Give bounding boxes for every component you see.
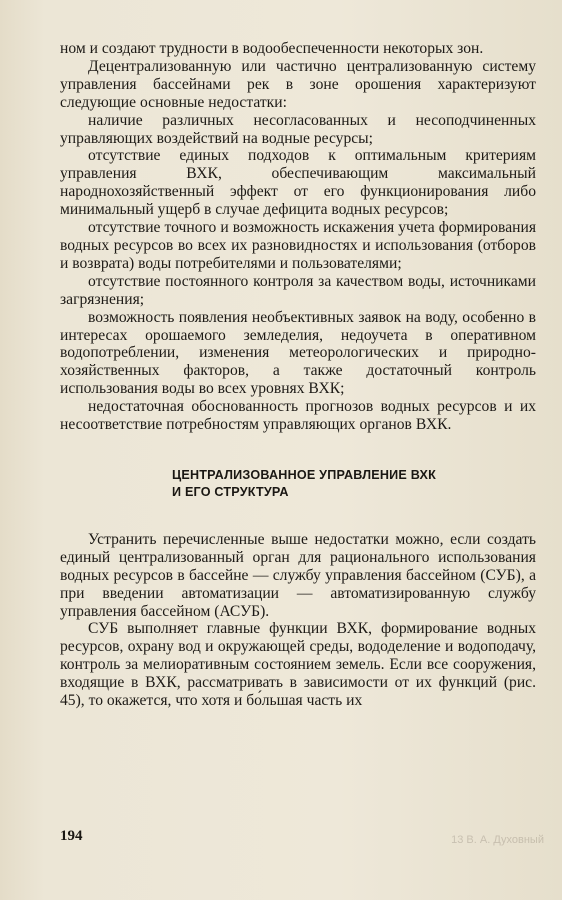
section-paragraph-2: СУБ выполняет главные функции ВХК, формирование водных ресурсов, охрану вод и окружающей среды, вододеление и водоподачу, контроль за мелиоративным состоянием земель. Если все сооружения, входящие в ВХК, рассматривать в зависимости от их функций (рис. 45), то окажется, что хотя и бо́льшая часть их xyxy=(60,620,536,710)
text-column xyxy=(60,40,536,710)
paragraph-intro: Децентрализованную или частично централизованную систему управления бассейнами рек в зоне орошения характеризуют следующие основные недостатки: xyxy=(60,57,536,111)
paragraph-continuation: ном и создают трудности в водообеспеченности некоторых зон. xyxy=(60,40,484,57)
bleed-through-text: 13 В. А. Духовный xyxy=(451,834,544,846)
section-heading-line-2: И ЕГО СТРУКТУРА xyxy=(172,484,289,499)
list-item-1: наличие различных несогласованных и несоподчиненных управляющих воздействий на водные ресурсы; xyxy=(60,111,536,147)
section-heading xyxy=(172,467,536,501)
section-heading-line-1: ЦЕНТРАЛИЗОВАННОЕ УПРАВЛЕНИЕ ВХК xyxy=(172,467,437,482)
page-number: 194 xyxy=(60,828,83,844)
list-item-6: недостаточная обоснованность прогнозов водных ресурсов и их несоответствие потребностям управляющих органов ВХК. xyxy=(60,398,536,434)
list-item-3: отсутствие точного и возможность искажения учета формирования водных ресурсов во всех их разновидностях и использования (отборов и возврата) воды потребителями и пользователями; xyxy=(60,219,536,272)
list-item-4: отсутствие постоянного контроля за качеством воды, источниками загрязнения; xyxy=(60,272,536,308)
list-item-5: возможность появления необъективных заявок на воду, особенно в интересах орошаемого земледелия, недоучета в оперативном водопотреблении, изменения метеорологических и природно-хозяйственных факторов, а также достаточный контроль использования воды во всех уровнях ВХК; xyxy=(60,308,536,398)
list-item-2: отсутствие единых подходов к оптимальным критериям управления ВХК, обеспечивающим максимальный народнохозяйственный эффект от его функционирования либо минимальный ущерб в случае дефицита водных ресурсов; xyxy=(60,147,536,219)
section-paragraph-1: Устранить перечисленные выше недостатки можно, если создать единый централизованный орган для рационального использования водных ресурсов в бассейне — службу управления бассейном (СУБ), а при введении автоматизации — автоматизированную службу управления бассейном (АСУБ). xyxy=(60,530,536,620)
